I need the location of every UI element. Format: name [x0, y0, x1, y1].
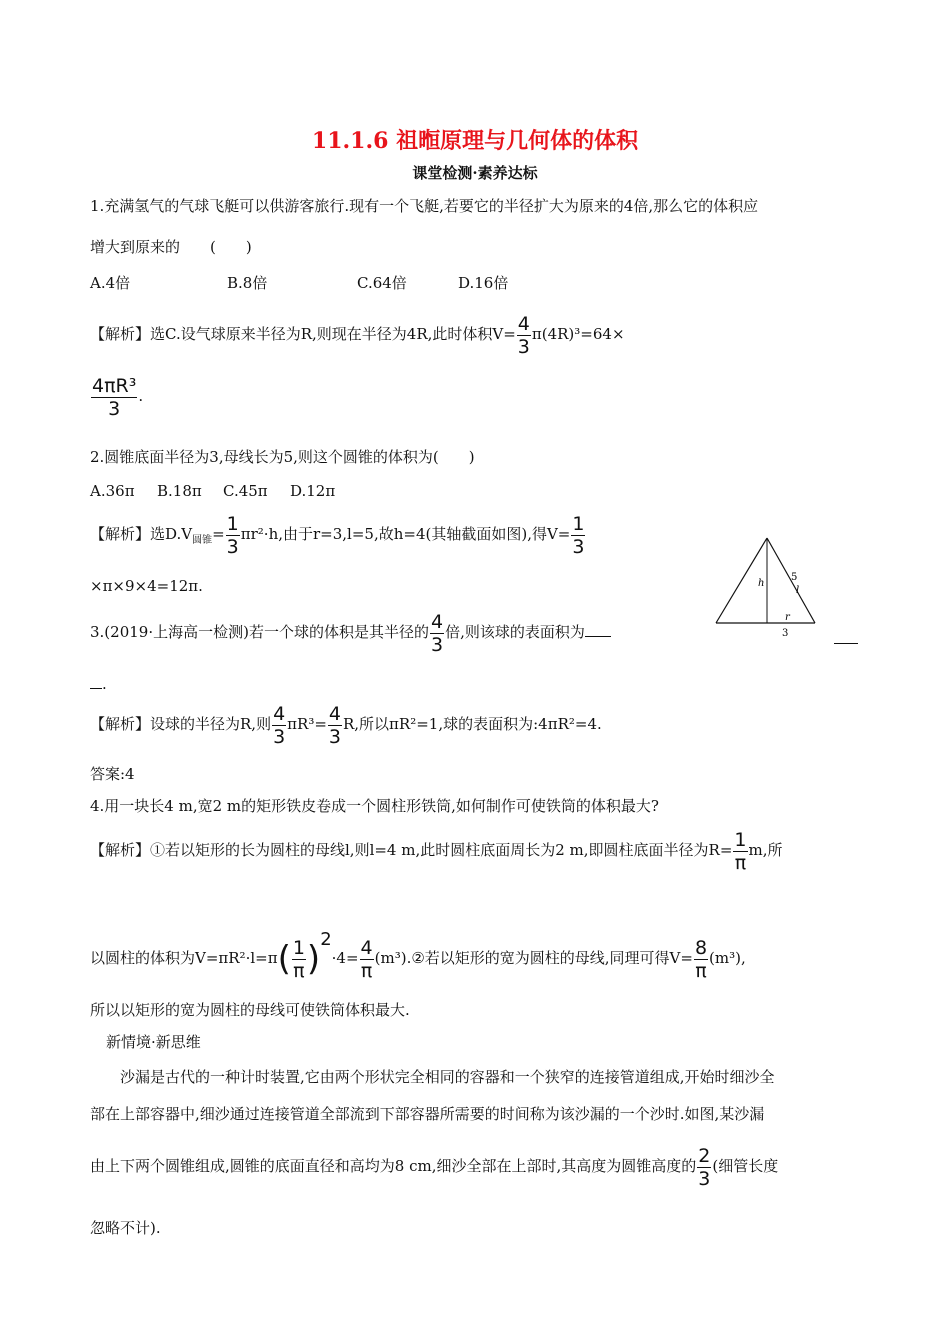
q2-solution-mid: πr²·h,由于r=3,l=5,故h=4(其轴截面如图),得V= — [240, 525, 571, 543]
q3-text-tail: . — [102, 675, 107, 693]
label-r: r — [785, 612, 790, 623]
fraction-numerator: 4 — [328, 702, 341, 725]
q4-solution2-post: (m³), — [709, 949, 746, 967]
fraction-denominator: 3 — [91, 397, 137, 419]
answer-blank — [585, 636, 611, 637]
q4-solution2-pre: 以圆柱的体积为V=πR²·l=π — [90, 949, 278, 967]
new-section-paragraph-line3 — [90, 1142, 778, 1190]
q3-text-pre: 3.(2019·上海高一检测)若一个球的体积是其半径的 — [90, 623, 429, 641]
q1-option-b: B.8倍 — [227, 274, 268, 292]
q4-solution-line3: 所以以矩形的宽为圆柱的母线可使铁筒体积最大. — [90, 1001, 410, 1019]
q2-solution-fraction-1 — [226, 514, 240, 557]
q3-solution-fraction-2 — [328, 704, 342, 747]
fraction-numerator: 4 — [517, 312, 530, 335]
fraction-denominator: 3 — [328, 725, 341, 748]
fraction-denominator: 3 — [273, 725, 286, 748]
fraction-numerator: 2 — [698, 1144, 711, 1167]
q2-solution-pre: 【解析】选D.V — [90, 525, 193, 543]
fraction-denominator: 3 — [430, 633, 444, 656]
q1-option-c: C.64倍 — [357, 274, 407, 292]
q2-option-d: D.12π — [290, 482, 336, 500]
q2-solution-eq: = — [212, 525, 225, 543]
fraction-numerator: 4 — [360, 936, 373, 959]
cone-axial-section-figure — [712, 536, 822, 642]
fraction-denominator: π — [734, 851, 747, 874]
answer-blank-continued — [834, 643, 858, 644]
fraction-numerator: 1 — [226, 512, 239, 535]
page-title: 11.1.6 祖暅原理与几何体的体积 — [311, 128, 639, 154]
fraction-numerator: 1 — [734, 828, 747, 851]
q4-text: 4.用一块长4 m,宽2 m的矩形铁皮卷成一个圆柱形铁筒,如何制作可使铁筒的体积最大? — [90, 797, 659, 815]
q2-option-c: C.45π — [223, 482, 268, 500]
q2-solution-line1 — [90, 510, 586, 565]
q1-solution-tail: . — [138, 387, 144, 405]
q1-text-line1: 1.充满氢气的气球飞艇可以供游客旅行.现有一个飞艇,若要它的半径扩大为原来的4倍,那么它的体积应 — [90, 197, 759, 215]
exponent: 2 — [320, 929, 332, 950]
new-section-paragraph-line2: 部在上部容器中,细沙通过连接管道全部流到下部容器所需要的时间称为该沙漏的一个沙时.如图,某沙漏 — [90, 1105, 765, 1123]
q1-option-d: D.16倍 — [458, 274, 509, 292]
q1-option-a: A.4倍 — [90, 274, 131, 292]
left-paren: ( — [277, 939, 291, 979]
q3-text-post: 倍,则该球的表面积为 — [445, 623, 585, 641]
q1-solution-fraction-2 — [91, 376, 137, 419]
q2-option-a: A.36π — [90, 482, 135, 500]
new-section-paragraph-line1: 沙漏是古代的一种计时装置,它由两个形状完全相同的容器和一个狭窄的连接管道组成,开始时细沙全 — [120, 1068, 775, 1086]
fraction-numerator: 4 — [430, 610, 444, 633]
q4-solution-line1 — [90, 826, 783, 874]
q3-answer: 答案:4 — [90, 765, 135, 783]
label-h: h — [758, 578, 765, 589]
fraction-denominator: π — [360, 959, 373, 982]
paragraph-line3-pre: 由上下两个圆锥组成,圆锥的底面直径和高均为8 cm,细沙全部在上部时,其高度为圆锥高度的 — [90, 1157, 697, 1175]
fraction-numerator: 1 — [292, 936, 305, 959]
paragraph-line3-post: (细管长度 — [712, 1157, 779, 1175]
fraction-numerator: 4 — [273, 702, 286, 725]
fraction-numerator: 8 — [694, 936, 708, 959]
fraction-denominator: π — [293, 959, 305, 982]
q2-solution-line2: ×π×9×4=12π. — [90, 577, 203, 595]
q1-solution-line1 — [90, 310, 625, 358]
q1-solution-line2 — [90, 372, 143, 420]
fraction-denominator: 3 — [517, 335, 530, 358]
q1-solution-pre: 【解析】选C.设气球原来半径为R,则现在半径为4R,此时体积V= — [90, 325, 516, 343]
q4-solution2-fraction-1 — [360, 938, 374, 981]
q4-solution2-mid2: (m³).②若以矩形的宽为圆柱的母线,同理可得V= — [374, 949, 693, 967]
fraction-numerator: 1 — [572, 512, 585, 535]
q4-solution-line2 — [90, 912, 746, 987]
new-section-heading: 新情境·新思维 — [106, 1033, 201, 1051]
q3-solution-post: R,所以πR²=1,球的表面积为:4πR²=4. — [343, 715, 602, 733]
q2-text: 2.圆锥底面半径为3,母线长为5,则这个圆锥的体积为( ) — [90, 448, 475, 466]
right-paren: ) — [306, 939, 321, 979]
q3-solution-mid: πR³= — [287, 715, 327, 733]
q1-solution-fraction — [517, 314, 531, 357]
q3-fraction — [430, 612, 444, 655]
q4-solution-pre: 【解析】①若以矩形的长为圆柱的母线l,则l=4 m,此时圆柱底面周长为2 m,即圆柱底面半径为R= — [90, 841, 733, 859]
q3-solution — [90, 700, 602, 748]
q2-option-b: B.18π — [157, 482, 202, 500]
q1-solution-post: π(4R)³=64× — [531, 325, 625, 343]
q3-solution-pre: 【解析】设球的半径为R,则 — [90, 715, 272, 733]
q3-text-line1 — [90, 608, 611, 656]
answer-blank-end — [90, 688, 102, 689]
label-l: l — [796, 585, 800, 596]
fraction-numerator: 4πR³ — [92, 374, 137, 397]
paragraph-line3-fraction — [697, 1146, 711, 1189]
q4-solution-post: m,所 — [748, 841, 783, 859]
q1-text-line2: 增大到原来的 ( ) — [90, 238, 252, 256]
q4-solution2-mid: ·4= — [331, 949, 359, 967]
q2-solution-subscript: 圆锥 — [192, 535, 213, 546]
q4-solution-fraction-radius — [733, 830, 747, 873]
q4-solution2-fraction-2 — [694, 938, 708, 981]
q3-text-line2 — [90, 674, 107, 694]
fraction-denominator: 3 — [572, 535, 585, 558]
q3-solution-fraction-1 — [272, 704, 286, 747]
label-5: 5 — [791, 572, 798, 583]
q2-solution-fraction-2 — [571, 514, 585, 557]
section-subtitle: 课堂检测·素养达标 — [412, 164, 538, 182]
fraction-denominator: π — [695, 959, 707, 982]
fraction-denominator: 3 — [698, 1167, 711, 1190]
new-section-paragraph-line4: 忽略不计). — [90, 1219, 161, 1237]
fraction-denominator: 3 — [226, 535, 239, 558]
q4-solution2-paren-fraction — [292, 938, 306, 981]
label-3: 3 — [782, 628, 789, 639]
